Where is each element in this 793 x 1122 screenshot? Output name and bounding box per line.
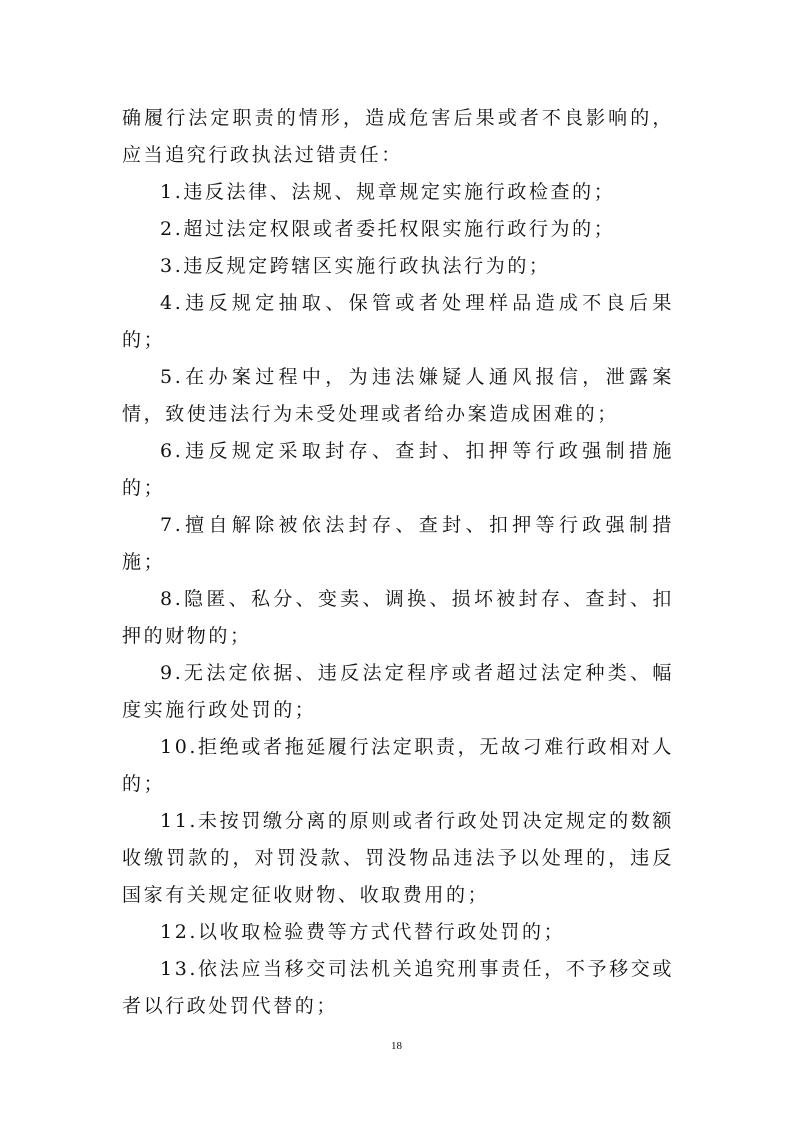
paragraph-intro: 确履行法定职责的情形，造成危害后果或者不良影响的，应当追究行政执法过错责任： bbox=[122, 107, 674, 166]
list-item-7: 7.擅自解除被依法封存、查封、扣押等行政强制措施； bbox=[122, 514, 674, 573]
list-item-10: 10.拒绝或者拖延履行法定职责，无故刁难行政相对人的； bbox=[122, 736, 674, 795]
page-number: 18 bbox=[391, 1040, 402, 1052]
list-item-13: 13.依法应当移交司法机关追究刑事责任，不予移交或者以行政处罚代替的； bbox=[122, 958, 674, 1017]
list-item-6: 6.违反规定采取封存、查封、扣押等行政强制措施的； bbox=[122, 440, 674, 499]
list-item-8: 8.隐匿、私分、变卖、调换、损坏被封存、查封、扣押的财物的； bbox=[122, 588, 674, 647]
list-item-4: 4.违反规定抽取、保管或者处理样品造成不良后果的； bbox=[122, 292, 674, 351]
list-item-9: 9.无法定依据、违反法定程序或者超过法定种类、幅度实施行政处罚的； bbox=[122, 662, 674, 721]
list-item-11: 11.未按罚缴分离的原则或者行政处罚决定规定的数额收缴罚款的，对罚没款、罚没物品违法予以处理的，违反国家有关规定征收财物、收取费用的； bbox=[122, 810, 674, 906]
list-item-5: 5.在办案过程中，为违法嫌疑人通风报信，泄露案情，致使违法行为未受处理或者给办案造成困难的； bbox=[122, 366, 674, 425]
list-item-1: 1.违反法律、法规、规章规定实施行政检查的； bbox=[160, 181, 616, 203]
document-body bbox=[122, 100, 674, 1025]
list-item-2: 2.超过法定权限或者委托权限实施行政行为的； bbox=[160, 218, 616, 240]
list-item-12: 12.以收取检验费等方式代替行政处罚的； bbox=[160, 921, 566, 943]
list-item-3: 3.违反规定跨辖区实施行政执法行为的； bbox=[160, 255, 551, 277]
